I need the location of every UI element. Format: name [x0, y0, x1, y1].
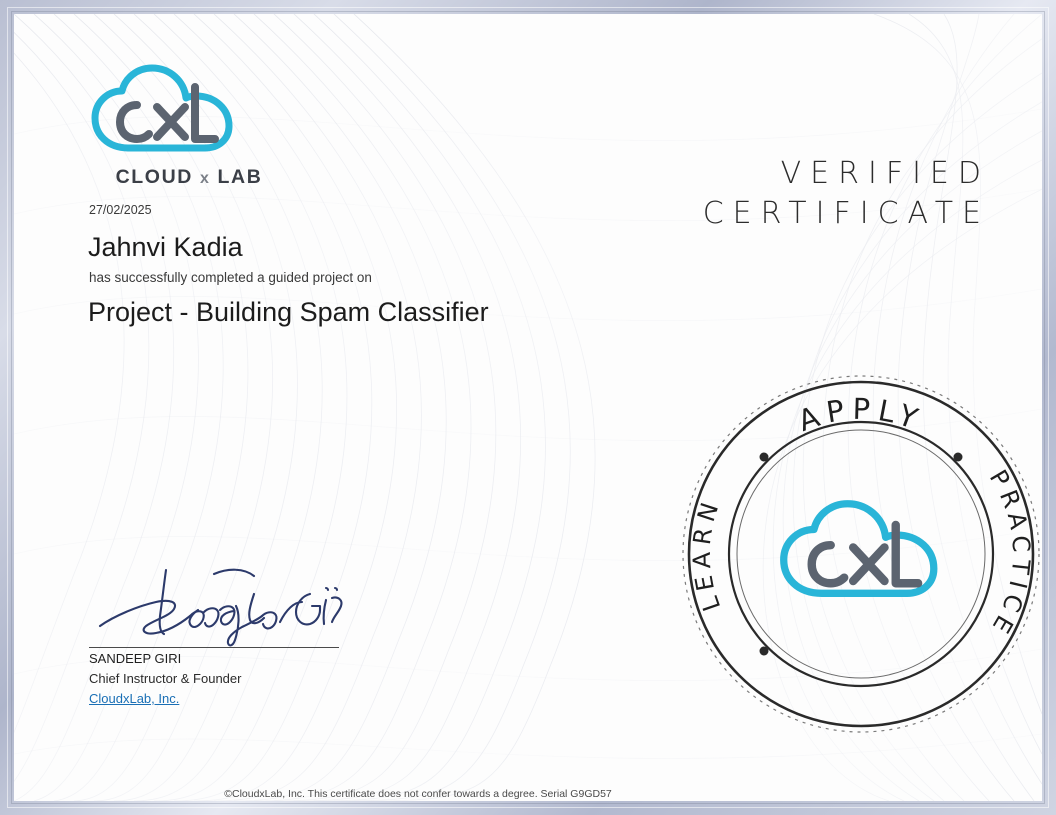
logo-word-x: x: [199, 170, 211, 187]
cloud-icon: [89, 62, 249, 162]
svg-text:PRACTICE: [984, 465, 1036, 643]
signatory-name: SANDEEP GIRI: [89, 651, 182, 666]
logo-wordmark: [89, 166, 289, 189]
heading-line-verified: VERIFIED: [780, 156, 990, 191]
course-title: Project - Building Spam Classifier: [88, 297, 489, 327]
seal-cloud-icon: [784, 504, 934, 594]
svg-text:APPLY: [794, 392, 929, 438]
signatory-company-link[interactable]: CloudxLab, Inc.: [89, 691, 180, 706]
logo-word-cloud: CLOUD: [115, 166, 193, 188]
seal-text-practice: PRACTICE: [983, 465, 1036, 643]
heading-line-certificate: CERTIFICATE: [702, 195, 990, 231]
certificate-footer-note: ©CloudxLab, Inc. This certificate does not confer towards a degree. Serial G9GD57: [224, 788, 612, 800]
signatory-role: Chief Instructor & Founder: [89, 671, 242, 686]
seal-text-learn: LEARN: [687, 493, 727, 615]
issue-date: 27/02/2025: [89, 203, 152, 217]
recipient-name: Jahnvi Kadia: [88, 232, 243, 262]
logo-word-lab: LAB: [217, 166, 263, 188]
seal-text-apply: APPLY: [793, 391, 929, 439]
handwritten-signature: [94, 554, 344, 649]
verification-seal: [674, 367, 1042, 742]
signature-divider: [89, 647, 339, 648]
certificate-page: [14, 14, 1042, 801]
verified-certificate-heading: [703, 154, 990, 233]
completion-subtitle: has successfully completed a guided project on: [89, 270, 372, 285]
cloudxlab-logo: [89, 62, 289, 189]
